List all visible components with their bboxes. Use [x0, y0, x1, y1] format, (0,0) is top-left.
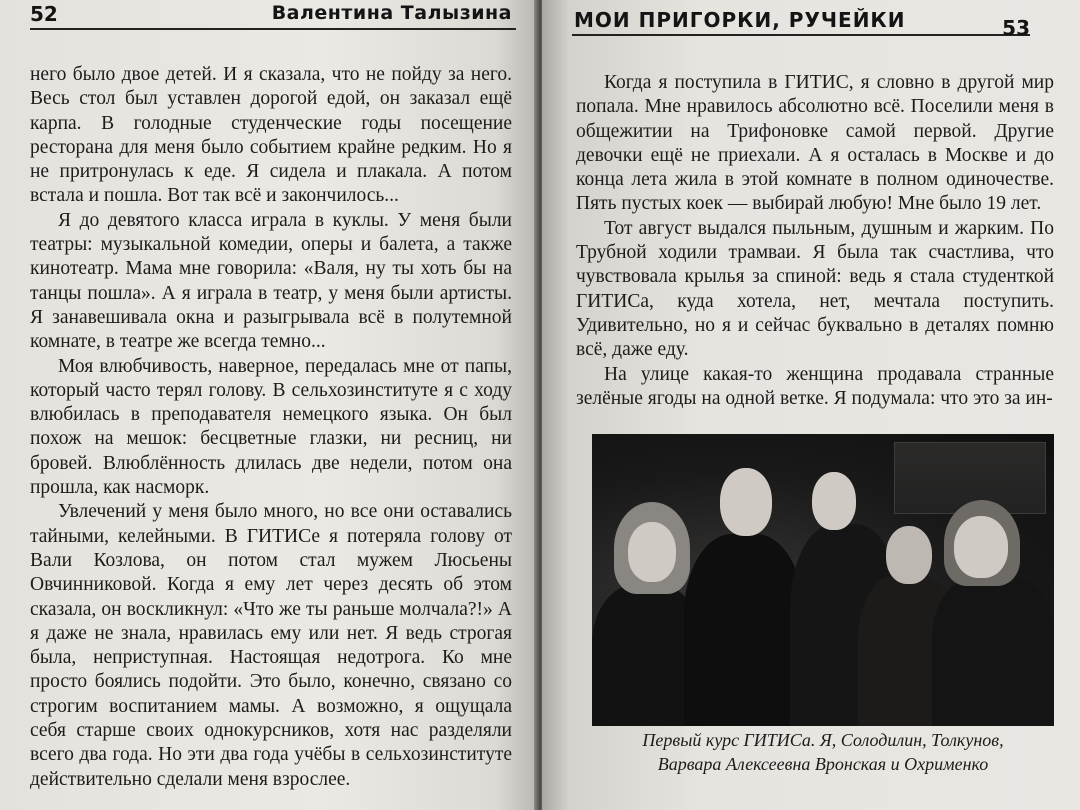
photo-person-face: [886, 526, 932, 584]
photo-person-coat: [932, 574, 1054, 726]
photo-caption: [592, 728, 1054, 776]
photo-caption-line: Варвара Алексеевна Вронская и Охрименко: [657, 754, 989, 774]
right-running-head-title: МОИ ПРИГОРКИ, РУЧЕЙКИ: [574, 8, 906, 32]
photo-person-face: [720, 468, 772, 536]
group-photo: [592, 434, 1054, 726]
left-running-head: [30, 0, 516, 30]
left-paragraph: него было двое детей. И я сказала, что не пойду за него. Весь стол был уставлен дорогой едой, он заказал ещё карпа. В голодные студенческие годы посещение ресторана для меня было событием крайне редким. Но я не притронулась к еде. Я сидела и плакала. А потом встала и пошла. Вот так всё и закончилось...: [30, 64, 512, 207]
photo-person-face: [954, 516, 1008, 578]
left-page-number: 52: [30, 2, 58, 26]
photo-person-face: [812, 472, 856, 530]
right-page-text: [576, 71, 1054, 411]
right-paragraph: Когда я поступила в ГИТИС, я словно в другой мир попала. Мне нравилось абсолютно всё. Поселили меня в общежитии на Трифоновке самой первой. Другие девочки ещё не приехали. А я осталась в Москве и до конца лета жила в этой комнате в полном одиночестве. Пять пустых коек — выбирай любую! Мне было 19 лет.: [576, 72, 1054, 215]
photo-person-coat: [684, 534, 804, 726]
right-running-head: [572, 6, 1030, 40]
left-paragraph: Я до девятого класса играла в куклы. У меня были театры: музыкальной комедии, оперы и балета, а также кинотеатр. Мама мне говорила: «Валя, ну ты хоть бы на танцы пошла». А я играла в театр, у меня были артисты. Я занавешивала окна и разыгрывала всё в полутемной комнате, в театре же всегда темно...: [30, 209, 512, 353]
right-page: [542, 0, 1080, 810]
photo-caption-line: Первый курс ГИТИСа. Я, Солодилин, Толкунов,: [642, 730, 1004, 750]
left-page: [0, 0, 538, 810]
left-running-head-title: Валентина Талызина: [271, 2, 512, 24]
left-paragraph: Моя влюбчивость, наверное, передалась мне от папы, который часто терял голову. В сельхозинституте я с ходу влюбилась в преподавателя немецкого языка. Он был похож на мешок: бесцветные глазки, ни ресниц, ни бровей. Влюблённость длилась две недели, потом она прошла, как насморк.: [30, 355, 512, 499]
left-paragraph: Увлечений у меня было много, но все они оставались тайными, келейными. В ГИТИСе я потеряла голову от Вали Козлова, он потом стал мужем Люсьены Овчинниковой. Когда я ему лет через десять об этом сказала, он воскликнул: «Что же ты раньше молчала?!» А я даже не знала, нравилась ему или нет. Я ведь строгая была, неприступная. Настоящая недотрога. Ко мне просто боялись подойти. Это было, конечно, связано со строгим воспитанием мамы. А возможно, я ощущала себя старше своих однокурсников, хотя нас разделяли всего два года. Но эти два года учёбы в сельхозинституте действительно сделали меня взрослее.: [30, 501, 512, 790]
left-page-text: [30, 63, 512, 792]
right-page-number: 53: [1002, 16, 1030, 40]
right-paragraph: На улице какая-то женщина продавала странные зелёные ягоды на одной ветке. Я подумала: что это за ин-: [576, 363, 1054, 409]
photo-person-face: [628, 522, 676, 582]
right-paragraph: Тот август выдался пыльным, душным и жарким. По Трубной ходили трамваи. Я была так счастлива, что чувствовала крылья за спиной: ведь я стала студенткой ГИТИСа, куда хотела, нет, мечтала поступить. Удивительно, но я и сейчас буквально в деталях помню всё, даже еду.: [576, 217, 1054, 361]
